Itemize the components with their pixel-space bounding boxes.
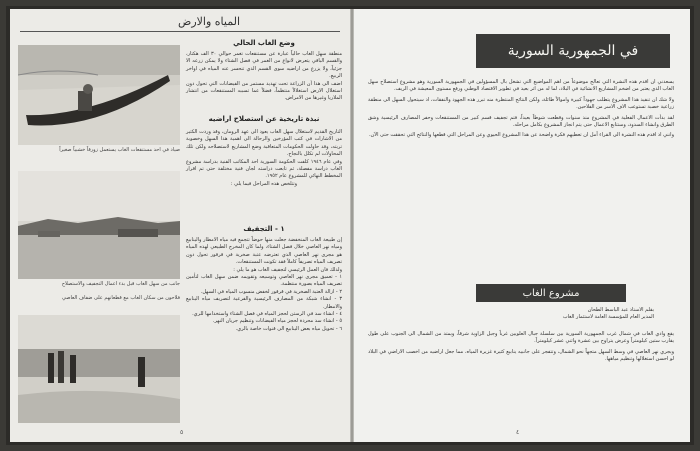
photo-caption-3: فلاحون من سكان الغاب مع قطعانهم على ضفاف العاصي <box>62 295 180 301</box>
section2-text <box>186 129 342 188</box>
section2-paragraph: وتتلخص هذه المراحل فيما يلي : <box>230 180 298 187</box>
header-rule <box>20 31 340 32</box>
photo-boat-fisherman <box>18 45 180 145</box>
photo-valley <box>18 171 180 279</box>
intro-paragraph: يسعدني ان اقدم هذه النشرة التي تعالج موضوعاً من اهم المواضيع التي تشغل بال المسؤولين في الجمهورية السورية وهو مشروع استصلاح سهل الغاب الذي يعتبر من اضخم المشاريع الانشائية في البلاد، لما له من اثر بعيد في تطوير الاقتصاد الوطني ورفع مستوى المعيشة في الريف. <box>368 79 674 93</box>
section1-text <box>186 51 342 103</box>
section3-paragraph: إن طبيعة الغاب المنخفضة جعلت منها حوضاً تتجمع فيه مياه الامطار والينابيع ومياه نهر العاصي خلال فصل الشتاء، ولما كان المخرج الطبيعي لهذه المياه هو مجرى نهر العاصي الذي تعترضه عتبة صخرية في قرقور تحول دون تصريف المياه تصريفاً كاملاً فقد تكونت المستنقعات. <box>186 237 342 266</box>
intro-text <box>368 79 674 140</box>
left-page <box>10 9 350 442</box>
section3-paragraph: ولذلك فان العمل الرئيسي لتجفيف الغاب هو ما يلي : <box>233 266 342 273</box>
section-heading-current-state: وضع الغاب الحالي <box>233 39 295 47</box>
section-bar-ghab-project: مشروع الغاب <box>476 284 626 302</box>
section-heading-drainage: ١ - التجفيف <box>243 225 285 233</box>
signature-line: بقلم الاستاذ عبد الباسط الطحان <box>587 307 654 313</box>
section2-paragraph: وفي عام ١٩٤٦ كلفت الحكومة السورية احد المكاتب الفنية بدراسة مشروع الغاب دراسة مفصلة، ثم تابعت دراسته لجان فنية مختلفة حتى تم اقرار المخطط النهائي للمشروع عام ١٩٥٢. <box>186 158 342 180</box>
drainage-list-item: ١ - تعميق مجرى نهر العاصي وتوسيعه وتقويمه ضمن سهل الغاب لتأمين تصريف المياه بصورة منتظمة. <box>186 274 342 288</box>
drainage-list-item: ٤ - انشاء سد في الرستن لحجز المياه في فصل الشتاء واستخدامها للري. <box>192 311 342 318</box>
intro-paragraph: ولا شك ان تنفيذ هذا المشروع يتطلب جهوداً كبيرة واموالاً طائلة، ولكن النتائج المنتظرة منه تبرر هذه الجهود والنفقات، اذ سيتحول السهل الى منطقة زراعية خصبة تستوعب الاف الاسر من الفلاحين. <box>368 96 674 111</box>
page-number: ٤ <box>516 429 520 436</box>
page-number: ٥ <box>180 429 184 436</box>
closing-paragraph: ويجري نهر العاصي في وسط السهل متجهاً نحو الشمال، وتتفجر على جانبيه ينابيع كثيرة غزيرة المياه، مما جعل اراضيه من اخصب الاراضي في البلاد لو احسن استغلالها وتنظيم مياهها. <box>368 348 674 363</box>
section-heading-history: نبذة تاريخية عن استصلاح اراضيه <box>208 115 320 123</box>
running-title: المياه والارض <box>178 15 240 28</box>
photo-villagers <box>18 315 180 423</box>
intro-paragraph: وانني اذ اقدم هذه النشرة الى القراء آمل ان تعطيهم فكرة واضحة عن هذا المشروع الحيوي وعن المراحل التي قطعها والنتائج التي تحققت حتى الآن. <box>368 132 674 139</box>
intro-paragraph: لقد بدأت الاعمال الفعلية في المشروع منذ سنوات وقطعت شوطاً بعيداً، فتم تجفيف قسم كبير من المستنقعات وحفر المصارف الرئيسية وشق الطرق وانشاء السدود، وستتابع الاعمال حتى يتم انجاز المشروع بكامل مراحله. <box>368 114 674 129</box>
right-page <box>354 9 690 442</box>
photo-caption-2: جانب من سهل الغاب قبل بدء اعمال التجفيف والاستصلاح <box>61 281 180 287</box>
section2-paragraph: التاريخ القديم لاستغلال سهل الغاب يعود الى عهد الرومان، وقد وردت الكثير من الاشارات في كتب المؤرخين والرحالة الى اهمية هذا السهل وخصوبة تربته، وقد حاولت الحكومات المتعاقبة وضع المشاريع لاستصلاحه ولكن تلك المحاولات لم تكلل بالنجاح. <box>186 129 342 158</box>
drainage-list-item: ٦ - تحويل مياه بعض الينابيع الى قنوات خاصة بالري. <box>235 325 342 332</box>
drainage-list-item: ٣ - انشاء شبكة من المصارف الرئيسية والفرعية لتصريف مياه الينابيع والامطار. <box>186 296 342 310</box>
closing-text <box>368 331 674 364</box>
page-banner-title: في الجمهورية السورية <box>476 34 670 68</box>
book-spread <box>6 6 694 445</box>
photo-caption-1: صياد في احد مستنقعات الغاب يستعمل زورقاً خشبياً صغيراً <box>59 147 180 153</box>
closing-paragraph: يقع وادي الغاب في شمال غرب الجمهورية السورية بين سلسلة جبال العلويين غرباً وجبل الزاوية شرقاً، ويمتد من الشمال الى الجنوب على طول يقارب ستين كيلومتراً وعرض يتراوح بين عشرة واثني عشر كيلومتراً. <box>368 331 674 345</box>
drainage-list-item: ٥ - انشاء سد محردة لحجز مياه الفيضانات وتنظيم جريان النهر. <box>212 318 342 325</box>
section1-paragraph: منطقة سهل الغاب حالياً عبارة عن مستنقعات تغمر حوالي ٣٠ الف هكتار، والقسم الباقي يتعرض لانواع من الغمر في فصل الشتاء ولا يمكن زرعه الا جزئياً، ولا يزرع من اراضيه سوى القسم الذي تنحسر عنه المياه في اواخر الربيع. <box>186 51 342 80</box>
signature-line: المدير العام للمؤسسة العامة لاستثمار الغاب <box>562 314 654 320</box>
section1-paragraph: اضف الى هذا أن الزراعة تحت تهديد مستمر من الفيضانات التي تحول دون استغلال الارض استغلالاً منتظماً، فضلاً عما تسببه المستنقعات من انتشار الملاريا وغيرها من الامراض. <box>186 80 342 102</box>
section3-text <box>186 237 342 333</box>
author-signature <box>484 307 654 321</box>
drainage-list-item: ٢ - ازالة العتبة الصخرية في قرقور لخفض منسوب المياه في السهل. <box>200 288 342 295</box>
